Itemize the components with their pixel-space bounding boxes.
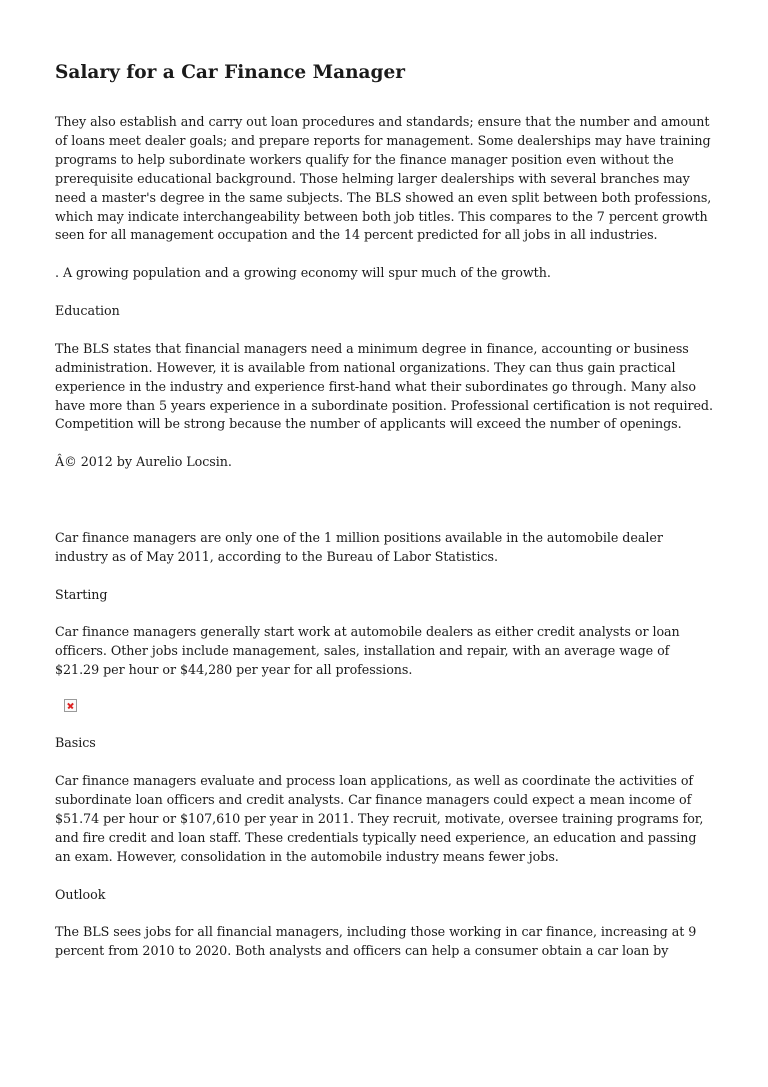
education-paragraph: The BLS states that financial managers need a minimum degree in finance, accounting or business administration. However, it is available from national organizations. They can thus gain practical experience in the industry and experience first-hand what their subordinates go through. Many also have more than 5 years experience in a subordinate position. Professional certification is not required. Competition will be strong because the number of applicants will exceed the number of openings. [55, 340, 713, 432]
education-heading: Education [55, 303, 120, 319]
positions-paragraph: Car finance managers are only one of the 1 million positions available in the automobile dealer industry as of May 2011, according to the Bureau of Labor Statistics. [55, 529, 663, 564]
document-page [55, 60, 715, 980]
outlook-heading: Outlook [55, 886, 106, 902]
outlook-paragraph: The BLS sees jobs for all financial managers, including those working in car finance, increasing at 9 percent from 2010 to 2020. Both analysts and officers can help a consumer obtain a car loan by [55, 924, 697, 959]
page-title: Salary for a Car Finance Manager [55, 62, 405, 83]
growth-paragraph: . A growing population and a growing economy will spur much of the growth. [55, 265, 551, 281]
copyright-line: Â© 2012 by Aurelio Locsin. [55, 454, 232, 470]
basics-paragraph: Car finance managers evaluate and process loan applications, as well as coordinate the activities of subordinate loan officers and credit analysts. Car finance managers could expect a mean income of $51.74 per hour or $107,610 per year in 2011. They recruit, motivate, oversee training programs for, and fire credit and loan staff. These credentials typically need experience, an education and passing an exam. However, consolidation in the automobile industry means fewer jobs. [55, 773, 704, 864]
image-container [55, 699, 715, 735]
broken-image-icon [64, 699, 77, 712]
blank-gap [55, 491, 715, 529]
starting-heading: Starting [55, 586, 108, 602]
intro-paragraph: They also establish and carry out loan procedures and standards; ensure that the number and amount of loans meet dealer goals; and prepare reports for management. Some dealerships may have training programs to help subordinate workers qualify for the finance manager position even without the prerequisite educational background. Those helming larger dealerships with several branches may need a master's degree in the same subjects. The BLS showed an even split between both professions, which may indicate interchangeability between both job titles. This compares to the 7 percent growth seen for all management occupation and the 14 percent predicted for all jobs in all industries. [55, 114, 712, 243]
basics-heading: Basics [55, 735, 96, 751]
starting-paragraph: Car finance managers generally start work at automobile dealers as either credit analysts or loan officers. Other jobs include management, sales, installation and repair, with an average wage of $21.29 per hour or $44,280 per year for all professions. [55, 624, 680, 678]
